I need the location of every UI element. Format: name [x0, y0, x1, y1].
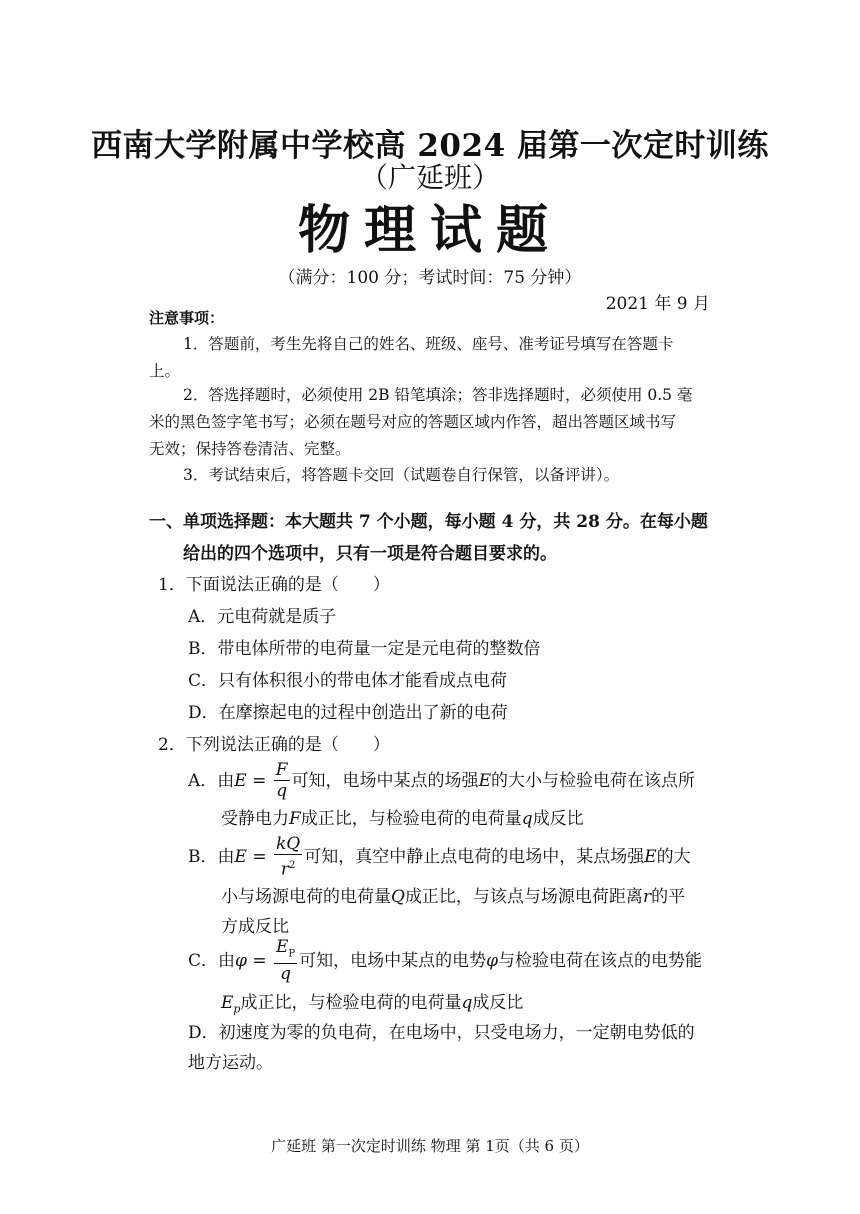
section-1-line-2: 给出的四个选项中，只有一项是符合题目要求的。	[183, 544, 557, 564]
q2-stem: 2．下列说法正确的是（ ）	[158, 735, 390, 755]
q2-option-c-line-2: $E_p$成正比，与检验电荷的电荷量q成反比	[221, 993, 524, 1016]
q1-option-a: A．元电荷就是质子	[188, 607, 337, 627]
q1-option-d: D．在摩擦起电的过程中创造出了新的电荷	[188, 703, 508, 723]
q2-option-d-line-1: D．初速度为零的负电荷，在电场中，只受电场力，一定朝电势低的	[188, 1023, 695, 1043]
note-2b: 米的黑色签字笔书写；必须在题号对应的答题区域内作答，超出答题区域书写	[149, 413, 677, 431]
q1-option-b: B．带电体所带的电荷量一定是元电荷的整数倍	[188, 639, 541, 659]
q2-option-d-line-2: 地方运动。	[188, 1053, 273, 1073]
q2-option-a-line-2: 受静电力F成正比，与检验电荷的电荷量q成反比	[221, 809, 584, 829]
q1-option-c: C．只有体积很小的带电体才能看成点电荷	[188, 671, 508, 691]
score-time: （满分：100 分；考试时间：75 分钟）	[278, 268, 582, 288]
fraction-kq-over-r2: $\frac{kQ}{r^2}$	[275, 833, 301, 880]
q2-option-b-line-3: 方成反比	[221, 917, 289, 937]
main-title: 物理试题	[297, 200, 562, 261]
section-1-line-1: 一、单项选择题：本大题共 7 个小题，每小题 4 分，共 28 分。在每小题	[149, 512, 708, 532]
fraction-ep-over-q: $\frac{E_P}{q}$	[275, 937, 296, 985]
note-1a: 1．答题前，考生先将自己的姓名、班级、座号、准考证号填写在答题卡	[183, 335, 674, 353]
fraction-f-over-q: $\frac{F}{q}$	[275, 760, 288, 801]
page-footer: 广延班 第一次定时训练 物理 第 1页（共 6 页）	[271, 1137, 589, 1155]
note-3: 3．考试结束后，将答题卡交回（试题卷自行保管，以备评讲）。	[183, 466, 620, 484]
q2-option-b-line-1: B．由E = $\frac{kQ}{r^2}$ 可知，真空中静止点电荷的电场中，某点场强E的大	[188, 833, 691, 880]
note-1b: 上。	[149, 362, 181, 380]
q2-option-c-line-1: C．由φ = $\frac{E_P}{q}$ 可知，电场中某点的电势φ与检验电荷在该点的电势能	[188, 937, 703, 985]
title-line-2: （广延班）	[359, 161, 500, 194]
note-2a: 2．答选择题时，必须使用 2B 铅笔填涂；答非选择题时，必须使用 0.5 毫	[183, 386, 693, 404]
exam-date: 2021 年 9 月	[605, 294, 710, 314]
q2-option-a-line-1: A．由E = $\frac{F}{q}$ 可知，电场中某点的场强E的大小与检验电荷在该点所	[188, 760, 695, 801]
q1-stem: 1．下面说法正确的是（ ）	[158, 575, 390, 595]
title-line-1: 西南大学附属中学校高 2024 届第一次定时训练	[91, 128, 769, 164]
note-2c: 无效；保持答卷清洁、完整。	[149, 440, 351, 458]
q2-option-b-line-2: 小与场源电荷的电荷量Q成正比，与该点与场源电荷距离r的平	[221, 887, 686, 907]
notes-heading: 注意事项：	[149, 309, 225, 327]
